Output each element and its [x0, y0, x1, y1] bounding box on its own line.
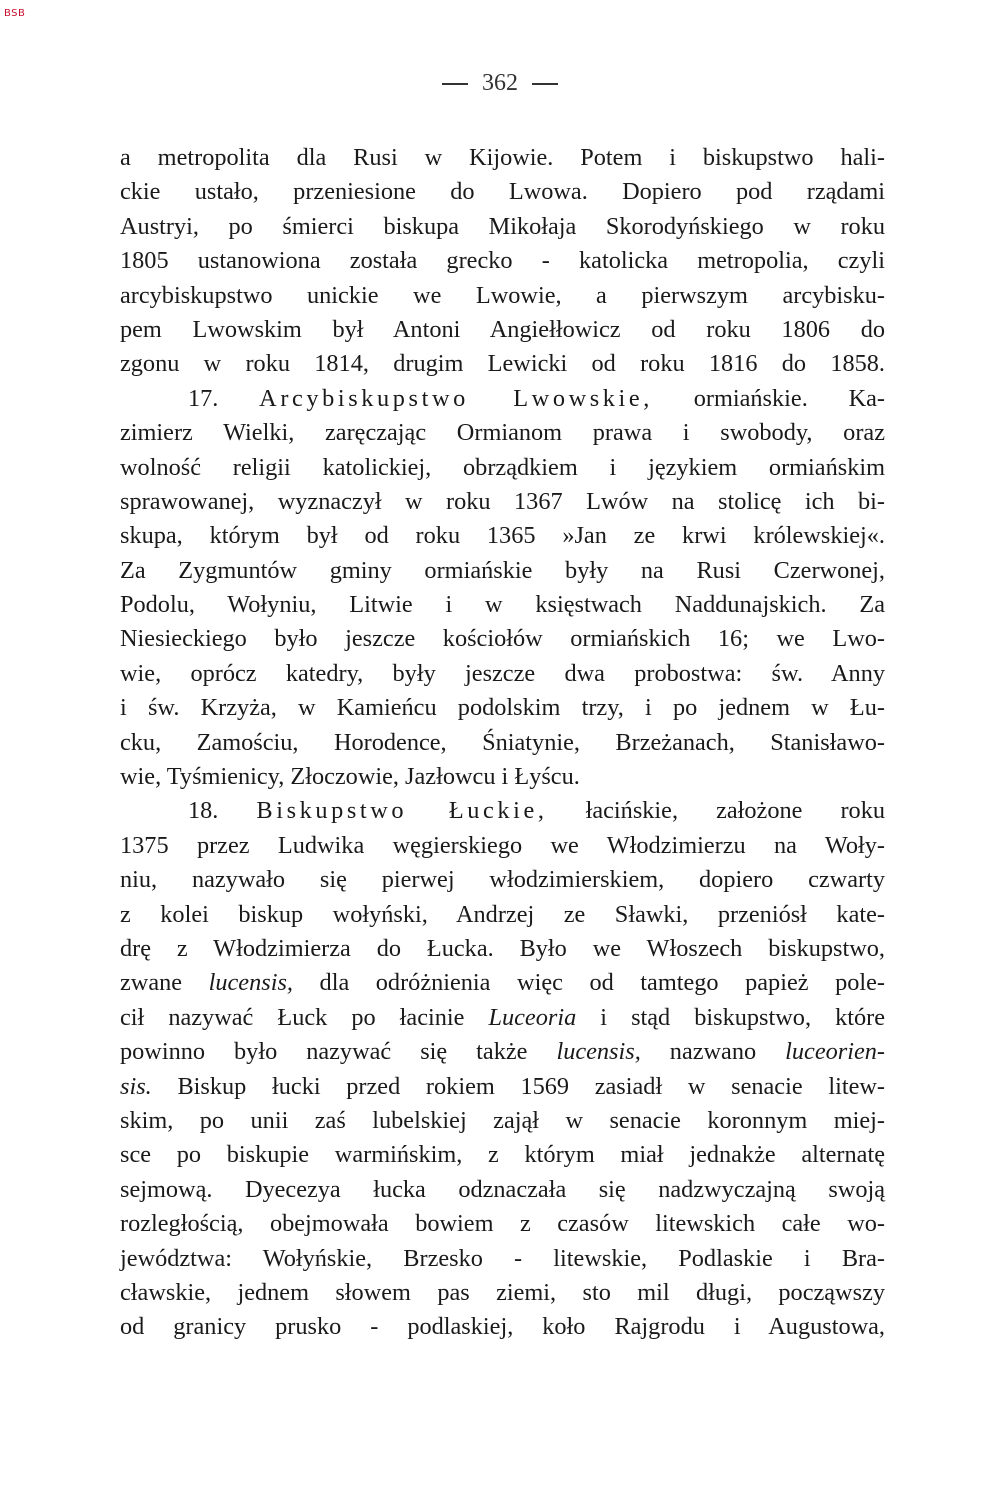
- text-line: [120, 1001, 885, 1035]
- text-line: sprawowanej, wyznaczył w roku 1367 Lwów na stolicę ich bi-: [120, 487, 885, 515]
- text-line: Niesieckiego było jeszcze kościołów ormiańskich 16; we Lwo-: [120, 625, 885, 653]
- text-line: a metropolita dla Rusi w Kijowie. Potem i biskupstwo hali-: [120, 144, 885, 171]
- text-line: cku, Zamościu, Horodence, Śniatynie, Brzeżanach, Stanisławo-: [120, 728, 885, 756]
- page-number: 362: [482, 70, 518, 96]
- header-dash-right: [532, 83, 558, 85]
- text-line: 1375 przez Ludwika węgierskiego we Włodzimierzu na Woły-: [120, 831, 885, 859]
- text-line: wie, oprócz katedry, były jeszcze dwa probostwa: św. Anny: [120, 659, 885, 687]
- text-line: 1805 ustanowiona została grecko - katolicka metropolia, czyli: [120, 247, 885, 275]
- text-line: zimierz Wielki, zaręczając Ormianom prawa i swobody, oraz: [120, 419, 885, 447]
- text-line: i św. Krzyża, w Kamieńcu podolskim trzy, i po jednem w Łu-: [120, 694, 885, 722]
- header-dash-left: [442, 83, 468, 85]
- page-header: [0, 70, 1000, 97]
- section-heading: Arcybiskupstwo Lwowskie,: [259, 384, 653, 412]
- text-line: Za Zygmuntów gminy ormiańskie były na Rusi Czerwonej,: [120, 556, 885, 584]
- text-fragment: dla odróżnienia więc od tamtego papież pole-: [319, 969, 885, 997]
- text-line: pem Lwowskim był Antoni Angiełłowicz od roku 1806 do: [120, 315, 885, 343]
- text-fragment: zwane: [120, 969, 183, 997]
- text-line: sce po biskupie warmińskim, z którym miał jednakże alternatę: [120, 1141, 885, 1169]
- text-line: Podolu, Wołyniu, Litwie i w księstwach Naddunajskich. Za: [120, 591, 885, 619]
- section-18-line: [120, 794, 885, 828]
- text-fragment: cił nazywać Łuck po łacinie: [120, 1003, 465, 1031]
- section-17-line: [120, 382, 885, 416]
- italic-term: lucensis,: [208, 969, 293, 997]
- section-subtitle: łacińskie, założone roku: [585, 797, 885, 825]
- text-fragment: powinno było nazywać się także: [120, 1038, 528, 1066]
- text-body: [120, 141, 885, 1379]
- section-number: 17.: [188, 384, 219, 412]
- text-fragment: Biskup łucki przed rokiem 1569 zasiadł w senacie litew-: [177, 1072, 885, 1100]
- text-line: od granicy prusko - podlaskiej, koło Rajgrodu i Augustowa,: [120, 1313, 885, 1341]
- text-line: rozległością, obejmowała bowiem z czasów litewskich całe wo-: [120, 1210, 885, 1238]
- text-line: wolność religii katolickiej, obrządkiem i językiem ormiańskim: [120, 453, 885, 481]
- section-subtitle: ormiańskie. Ka-: [693, 384, 885, 412]
- section-number: 18.: [188, 797, 219, 825]
- text-line: [120, 966, 885, 1000]
- italic-term: Luceoria: [488, 1003, 577, 1031]
- text-line: skim, po unii zaś lubelskiej zajął w senacie koronnym miej-: [120, 1106, 885, 1134]
- text-line: [120, 1345, 885, 1379]
- italic-term: lucensis,: [556, 1038, 641, 1066]
- text-line: drę z Włodzimierza do Łucka. Było we Włoszech biskupstwo,: [120, 934, 885, 962]
- library-stamp: BSB: [4, 8, 26, 19]
- text-line: Austryi, po śmierci biskupa Mikołaja Skorodyńskiego w roku: [120, 212, 885, 240]
- text-line: sejmową. Dyecezya łucka odznaczała się nadzwyczajną swoją: [120, 1175, 885, 1203]
- text-line: niu, nazywało się pierwej włodzimierskiem, dopiero czwarty: [120, 866, 885, 894]
- text-line: jewództwa: Wołyńskie, Brzesko - litewskie, Podlaskie i Bra-: [120, 1244, 885, 1272]
- text-line: skupa, którym był od roku 1365 »Jan ze krwi królewskiej«.: [120, 522, 885, 550]
- italic-term: luceorien-: [785, 1038, 886, 1066]
- text-line: cławskie, jednem słowem pas ziemi, sto mil długi, począwszy: [120, 1278, 885, 1306]
- text-line: z kolei biskup wołyński, Andrzej ze Sławki, przeniósł kate-: [120, 900, 885, 928]
- section-heading: Biskupstwo Łuckie,: [256, 797, 548, 825]
- text-line: zgonu w roku 1814, drugim Lewicki od roku 1816 do 1858.: [120, 350, 885, 378]
- text-line: ckie ustało, przeniesione do Lwowa. Dopiero pod rządami: [120, 178, 885, 206]
- text-fragment: nazwano: [669, 1038, 757, 1066]
- text-line: wie, Tyśmienicy, Złoczowie, Jazłowcu i Łyścu.: [120, 763, 580, 791]
- text-line: arcybiskupstwo unickie we Lwowie, a pierwszym arcybisku-: [120, 281, 885, 309]
- italic-term: sis.: [120, 1072, 152, 1100]
- text-line: [120, 1035, 885, 1069]
- text-line: [120, 1070, 885, 1104]
- text-fragment: i stąd biskupstwo, które: [600, 1003, 885, 1031]
